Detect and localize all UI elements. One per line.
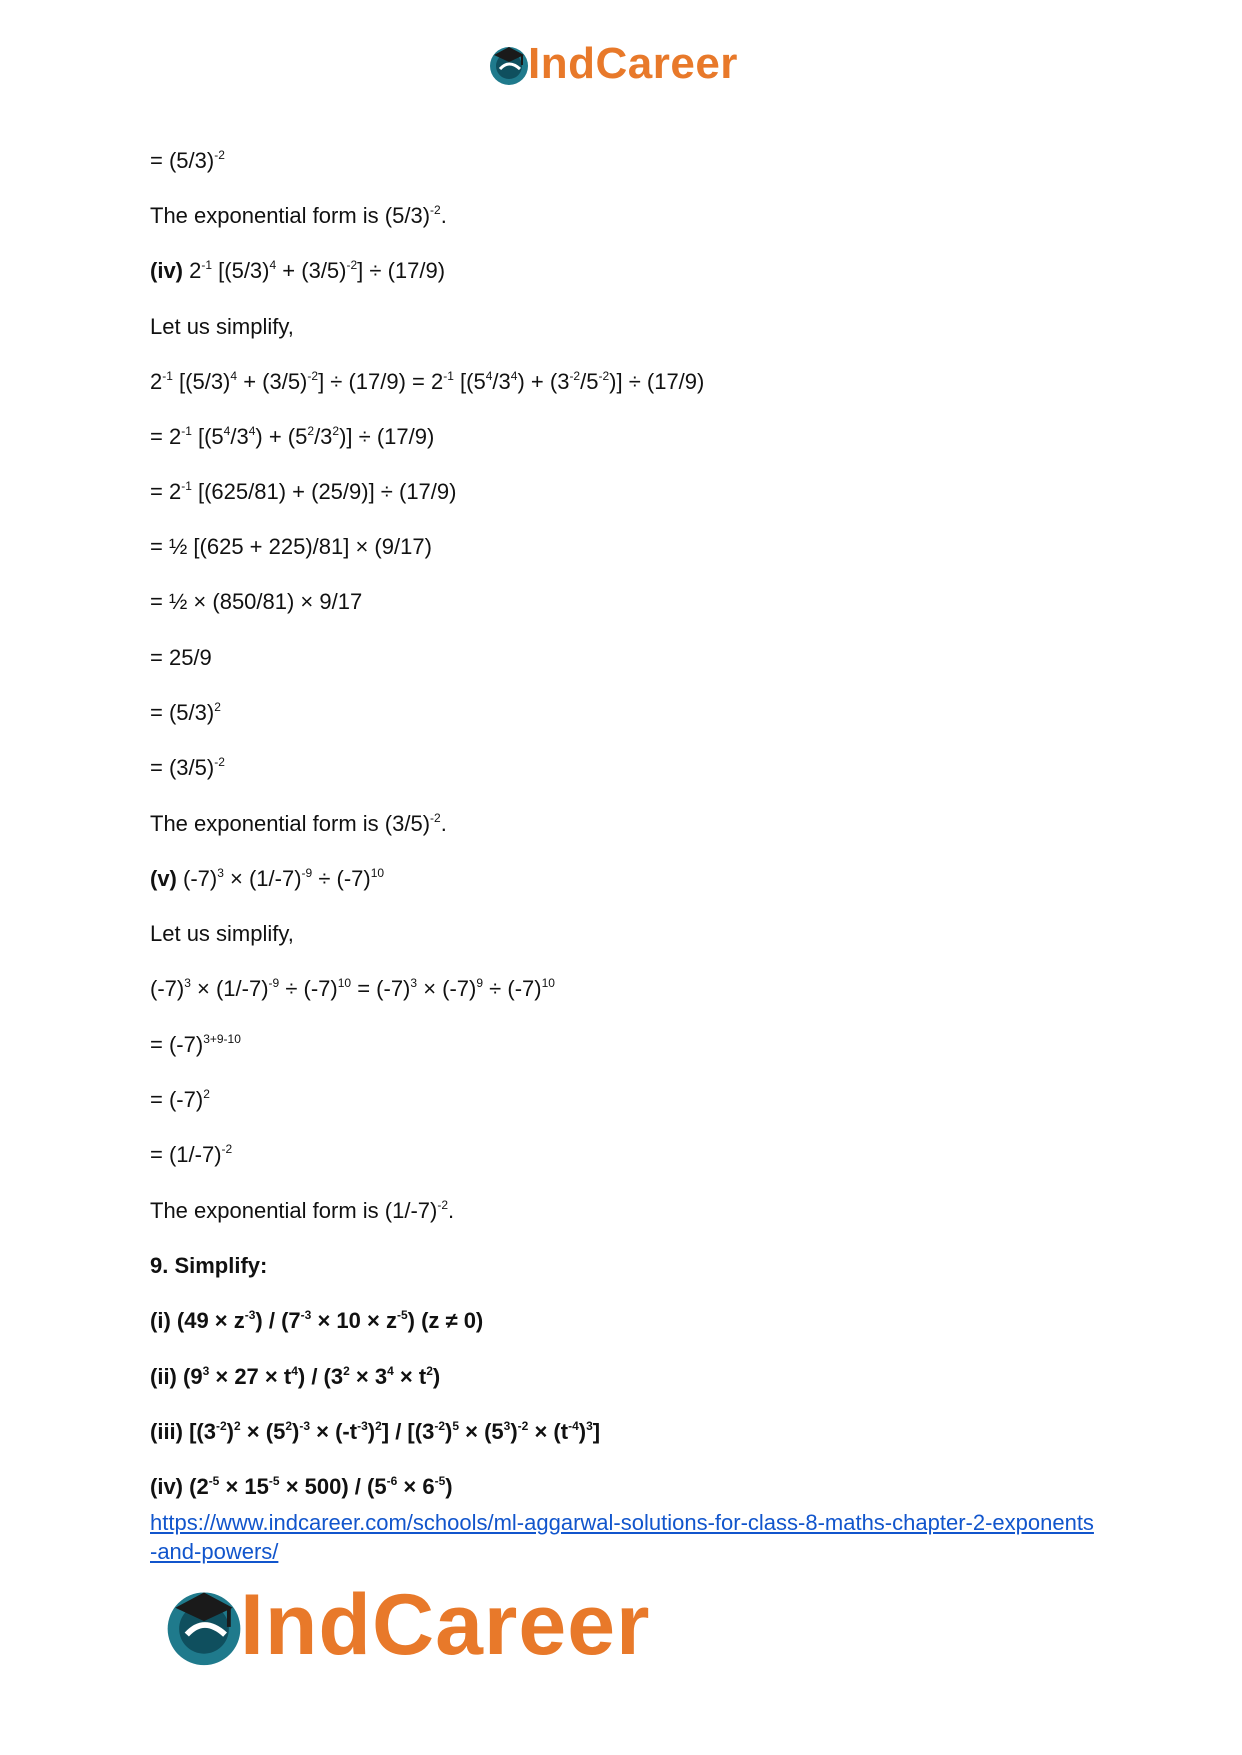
- question-iv: (iv) $2^{-1}$ $[(5/3)^4 + (3/5)^{-2}] \div (17/9)$: [150, 258, 446, 283]
- text-line: The exponential form is $(3/5)^{-2}$.: [150, 811, 447, 836]
- question-iv-simplify: (iv) $(2^{-5} \times 15^{-5} \times 500) / (5^{-6} \times 6^{-5})$: [150, 1474, 453, 1499]
- text-line: $(-7)^3 \times (1/-7)^{-9} \div (-7)^{10} = (-7)^3 \times (-7)^9 \div (-7)^{10}$: [150, 976, 555, 1001]
- footer-logo: [160, 1575, 651, 1675]
- text-line: Let us simplify,: [150, 921, 294, 946]
- text-line: = $2^{-1}$ $[(5^4/3^4) + (5^2/3^2)] \div (17/9)$: [150, 424, 435, 449]
- text-line: = 25/9: [150, 645, 212, 670]
- graduation-cap-globe-icon: [486, 41, 532, 87]
- logo-wordmark: IndCareer: [528, 39, 738, 88]
- text-line: = $(-7)^{3+9-10}$: [150, 1032, 241, 1057]
- text-line: = ½ × (850/81) × 9/17: [150, 589, 363, 614]
- text-line: Let us simplify,: [150, 314, 294, 339]
- header-logo: [486, 38, 738, 90]
- text-line: = ½ [(625 + 225)/81] × (9/17): [150, 534, 432, 559]
- text-line: = $(-7)^2$: [150, 1087, 210, 1112]
- text-line: = $(1/-7)^{-2}$: [150, 1142, 233, 1167]
- text-line: = $(3/5)^{-2}$: [150, 755, 225, 780]
- question-i: (i) $(49 \times z^{-3}) / (7^{-3} \times 10 \times z^{-5})$ (z ≠ 0): [150, 1308, 484, 1333]
- graduation-cap-globe-icon: [160, 1581, 248, 1669]
- text-line: = $2^{-1}$ [(625/81) + (25/9)] ÷ (17/9): [150, 479, 457, 504]
- text-line: The exponential form is $(5/3)^{-2}$.: [150, 203, 447, 228]
- logo-wordmark: IndCareer: [240, 1576, 651, 1673]
- text-line: = $(5/3)^2$: [150, 700, 221, 725]
- text-line: $2^{-1}$ $[(5/3)^4 + (3/5)^{-2}] \div (17/9) = 2^{-1}$ $[(5^4/3^4) + (3^{-2}/5^{-2})] \div (17/9)$: [150, 369, 705, 394]
- source-link[interactable]: https://www.indcareer.com/schools/ml-aggarwal-solutions-for-class-8-maths-chapter-2-exponents-and-powers/: [150, 1510, 1094, 1564]
- question-ii: (ii) $(9^3 \times 27 \times t^4) / (3^2 \times 3^4 \times t^2)$: [150, 1364, 441, 1389]
- text-line: = $(5/3)^{-2}$: [150, 148, 225, 173]
- section-heading: 9. Simplify:: [150, 1253, 268, 1278]
- question-v: (v) $(-7)^3 \times (1/-7)^{-9} \div (-7)^{10}$: [150, 866, 385, 891]
- question-iii: (iii) $[(3^{-2})^2 \times (5^2)^{-3} \times (-t^{-3})^2] / [(3^{-2})^5 \times (5^3)^{-2} \times (t^{-4})^3]$: [150, 1419, 601, 1444]
- text-line: The exponential form is $(1/-7)^{-2}$.: [150, 1198, 455, 1223]
